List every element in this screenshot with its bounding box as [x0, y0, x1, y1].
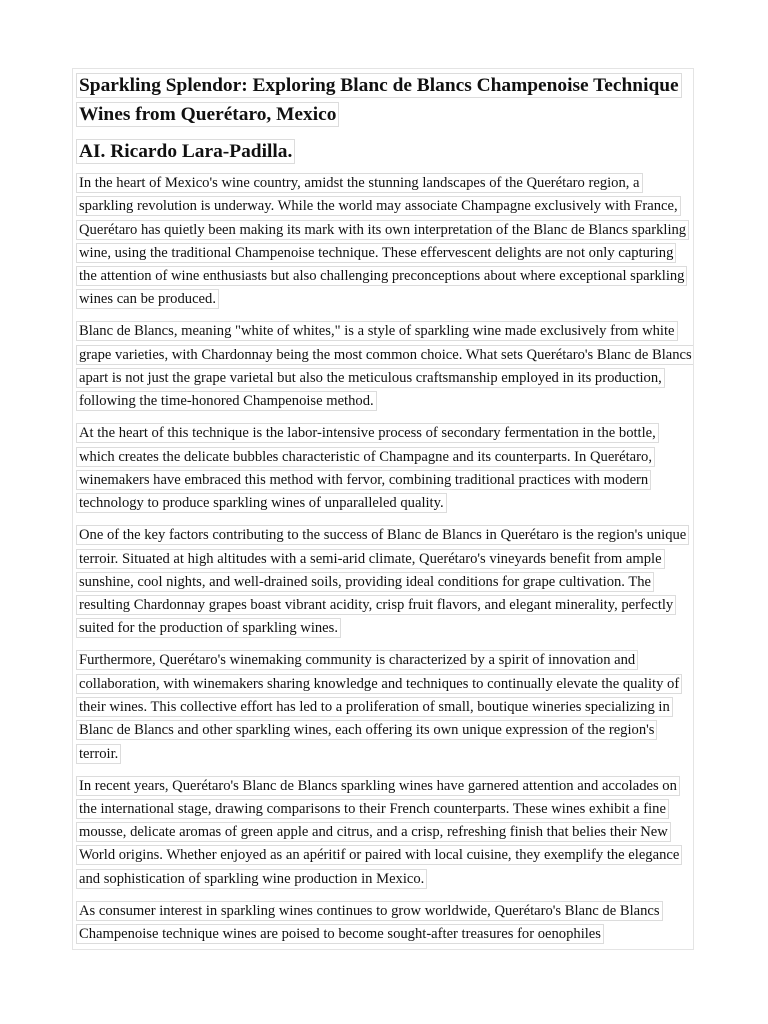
paragraph-text: At the heart of this technique is the labor-intensive process of secondary fermentation in the bottle, which creates the delicate bubbles characteristic of Champagne and its counterparts. In Querétaro, winemakers have embraced this method with fervor, combining traditional practices with modern technology to produce sparkling wines of unparalleled quality. [76, 423, 659, 513]
document-title: Sparkling Splendor: Exploring Blanc de Blancs Champenoise Technique Wines from Querétaro, Mexico [76, 73, 682, 127]
paragraph-3 [76, 422, 692, 515]
paragraph-text: Blanc de Blancs, meaning "white of whites," is a style of sparkling wine made exclusively from white grape varieties, with Chardonnay being the most common choice. What sets Querétaro's Blanc de Blancs apart is not just the grape varietal but also the meticulous craftsmanship employed in its production, following the time-honored Champenoise method. [76, 321, 694, 411]
paragraph-2 [76, 320, 692, 413]
document-content [76, 71, 692, 950]
paragraph-text: As consumer interest in sparkling wines continues to grow worldwide, Querétaro's Blanc de Blancs Champenoise technique wines are poised to become sought-after treasures for oenophiles [76, 901, 663, 944]
paragraph-1 [76, 172, 692, 312]
paragraph-text: One of the key factors contributing to the success of Blanc de Blancs in Querétaro is the region's unique terroir. Situated at high altitudes with a semi-arid climate, Querétaro's vineyards benefit from ample sunshine, cool nights, and well-drained soils, providing ideal conditions for grape cultivation. The resulting Chardonnay grapes boast vibrant acidity, crisp fruit flavors, and elegant minerality, perfectly suited for the production of sparkling wines. [76, 525, 689, 638]
document-title-block [76, 71, 692, 129]
paragraph-text: In recent years, Querétaro's Blanc de Blancs sparkling wines have garnered attention and accolades on the international stage, drawing comparisons to their French counterparts. These wines exhibit a fine mousse, delicate aromas of green apple and citrus, and a crisp, refreshing finish that belies their New World origins. Whether enjoyed as an apéritif or paired with local cuisine, they exemplify the elegance and sophistication of sparkling wine production in Mexico. [76, 776, 682, 889]
author-block [76, 137, 692, 166]
paragraph-text: In the heart of Mexico's wine country, amidst the stunning landscapes of the Querétaro region, a sparkling revolution is underway. While the world may associate Champagne exclusively with France, Querétaro has quietly been making its mark with its own interpretation of the Blanc de Blancs sparkling wine, using the traditional Champenoise technique. These effervescent delights are not only capturing the attention of wine enthusiasts but also challenging preconceptions about where exceptional sparkling wines can be produced. [76, 173, 689, 309]
paragraph-5 [76, 649, 692, 765]
document-page [72, 68, 694, 950]
author-name: AI. Ricardo Lara-Padilla. [76, 139, 295, 164]
paragraph-text: Furthermore, Querétaro's winemaking community is characterized by a spirit of innovation and collaboration, with winemakers sharing knowledge and techniques to continually elevate the quality of their wines. This collective effort has led to a proliferation of small, boutique wineries specializing in Blanc de Blancs and other sparkling wines, each offering its own unique expression of the region's terroir. [76, 650, 682, 763]
paragraph-6 [76, 775, 692, 891]
paragraph-4 [76, 524, 692, 640]
paragraph-7 [76, 900, 692, 947]
